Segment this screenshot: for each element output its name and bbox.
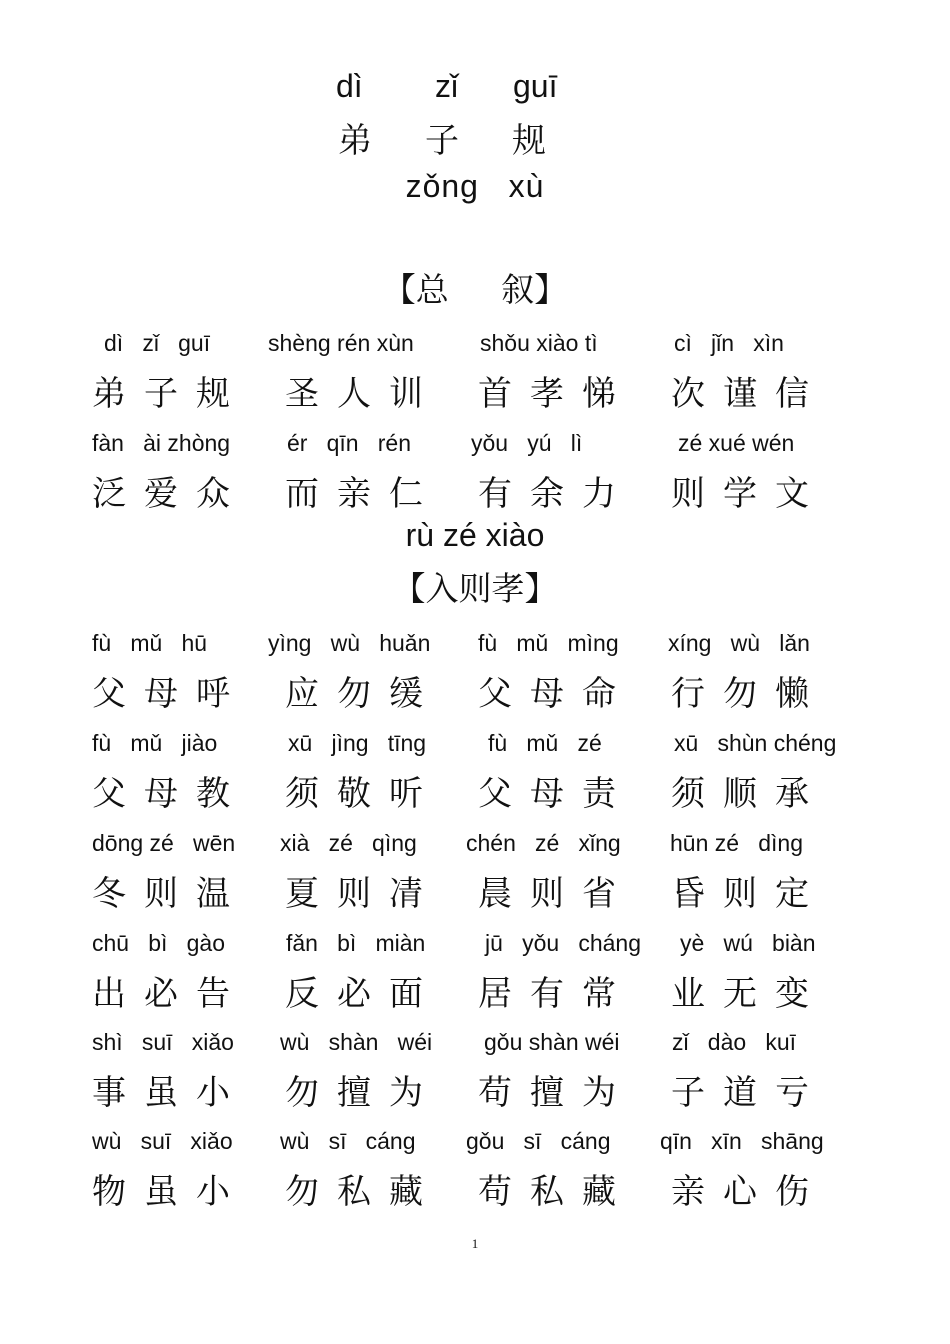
verse-hanzi-line [0, 966, 950, 1014]
verse-hanzi: 父母责 [478, 774, 634, 814]
verse-pinyin: zé xué wén [678, 430, 795, 456]
verse-hanzi: 勿私藏 [285, 1172, 441, 1212]
verse-hanzi: 夏则凊 [285, 874, 441, 914]
section-heading-pinyin: rù zé xiào [405, 517, 545, 553]
verse-pinyin-line [0, 730, 950, 760]
verse-pinyin: yè wú biàn [680, 930, 816, 956]
verse-pinyin: shèng rén xùn [268, 330, 414, 356]
verse-pinyin-line [0, 430, 950, 460]
verse-hanzi: 次谨信 [671, 374, 827, 414]
verse-hanzi: 首孝悌 [478, 374, 634, 414]
verse-row [0, 1128, 950, 1228]
verse-row [0, 630, 950, 730]
verse-pinyin: wù sī cáng [280, 1128, 416, 1154]
verse-pinyin: hūn zé dìng [670, 830, 803, 856]
verse-pinyin: fù mǔ hū [92, 630, 208, 656]
verse-pinyin: yǒu yú lì [471, 430, 583, 456]
verse-pinyin: ér qīn rén [287, 430, 412, 456]
verse-pinyin: wù suī xiǎo [92, 1128, 233, 1154]
title-hanzi-1: 弟 [338, 121, 372, 161]
title-pinyin-3: guī [513, 68, 558, 104]
verse-pinyin: xū jìng tīng [288, 730, 427, 756]
section-heading-zongxu: 【总 叙】 [382, 270, 568, 309]
verse-pinyin: fàn ài zhòng [92, 430, 231, 456]
verse-pinyin: gǒu sī cáng [466, 1128, 611, 1154]
verse-hanzi: 有余力 [478, 474, 634, 514]
title-hanzi-3: 规 [512, 121, 546, 161]
verse-pinyin-line [0, 930, 950, 960]
verse-row [0, 830, 950, 930]
subtitle-pinyin: zǒng xù [405, 168, 545, 204]
verse-hanzi: 反必面 [285, 974, 441, 1014]
verse-pinyin-line [0, 1128, 950, 1158]
verse-hanzi: 业无变 [671, 974, 827, 1014]
title-hanzi-2: 子 [425, 121, 459, 161]
verse-hanzi: 物虽小 [92, 1172, 248, 1212]
section-heading-ruzexiao: 【入则孝】 [392, 569, 558, 608]
verse-pinyin: chū bì gào [92, 930, 225, 956]
page-number: 1 [471, 1236, 479, 1251]
verse-row [0, 430, 950, 530]
verse-pinyin: xíng wù lǎn [668, 630, 810, 656]
verse-row [0, 1029, 950, 1129]
title-pinyin-2: zǐ [435, 68, 459, 104]
verse-hanzi: 晨则省 [478, 874, 634, 914]
verse-hanzi: 昏则定 [671, 874, 827, 914]
verse-hanzi: 亲心伤 [671, 1172, 827, 1212]
verse-row [0, 330, 950, 430]
verse-pinyin: qīn xīn shāng [660, 1128, 824, 1154]
verse-hanzi: 须顺承 [671, 774, 827, 814]
verse-hanzi: 居有常 [478, 974, 634, 1014]
verse-hanzi: 勿擅为 [285, 1073, 441, 1113]
verse-hanzi-line [0, 366, 950, 414]
verse-hanzi-line [0, 766, 950, 814]
verse-hanzi: 须敬听 [285, 774, 441, 814]
verse-pinyin-line [0, 1029, 950, 1059]
verse-pinyin-line [0, 330, 950, 360]
verse-pinyin: jū yǒu cháng [485, 930, 641, 956]
verse-hanzi: 而亲仁 [285, 474, 441, 514]
verse-hanzi: 行勿懒 [671, 674, 827, 714]
verse-pinyin: yìng wù huǎn [268, 630, 431, 656]
verse-hanzi-line [0, 666, 950, 714]
verse-pinyin: xū shùn chéng [674, 730, 837, 756]
verse-pinyin: dì zǐ guī [104, 330, 211, 356]
verse-pinyin: fǎn bì miàn [286, 930, 426, 956]
verse-hanzi: 父母命 [478, 674, 634, 714]
verse-row [0, 930, 950, 1030]
verse-pinyin: cì jǐn xìn [674, 330, 784, 356]
title-pinyin-1: dì [336, 68, 363, 104]
verse-pinyin: chén zé xǐng [466, 830, 621, 856]
verse-pinyin-line [0, 830, 950, 860]
verse-hanzi-line [0, 866, 950, 914]
verse-hanzi: 苟擅为 [478, 1073, 634, 1113]
verse-hanzi: 圣人训 [285, 374, 441, 414]
verse-hanzi: 苟私藏 [478, 1172, 634, 1212]
verse-hanzi: 应勿缓 [285, 674, 441, 714]
verse-pinyin: fù mǔ mìng [478, 630, 619, 656]
verse-pinyin: fù mǔ zé [488, 730, 602, 756]
verse-hanzi: 泛爱众 [92, 474, 248, 514]
verse-hanzi: 父母教 [92, 774, 248, 814]
verse-hanzi: 出必告 [92, 974, 248, 1014]
verse-row [0, 730, 950, 830]
verse-pinyin: fù mǔ jiào [92, 730, 218, 756]
verse-hanzi: 父母呼 [92, 674, 248, 714]
verse-hanzi: 子道亏 [671, 1073, 827, 1113]
verse-pinyin: xià zé qìng [280, 830, 417, 856]
verse-pinyin: shǒu xiào tì [480, 330, 598, 356]
verse-hanzi: 冬则温 [92, 874, 248, 914]
verse-hanzi: 事虽小 [92, 1073, 248, 1113]
verse-hanzi: 则学文 [671, 474, 827, 514]
verse-pinyin: gǒu shàn wéi [484, 1029, 620, 1055]
verse-pinyin: dōng zé wēn [92, 830, 236, 856]
verse-pinyin: shì suī xiǎo [92, 1029, 234, 1055]
verse-pinyin: wù shàn wéi [280, 1029, 433, 1055]
verse-hanzi-line [0, 1065, 950, 1113]
verse-pinyin-line [0, 630, 950, 660]
verse-pinyin: zǐ dào kuī [672, 1029, 797, 1055]
verse-hanzi-line [0, 466, 950, 514]
verse-hanzi-line [0, 1164, 950, 1212]
verse-hanzi: 弟子规 [92, 374, 248, 414]
